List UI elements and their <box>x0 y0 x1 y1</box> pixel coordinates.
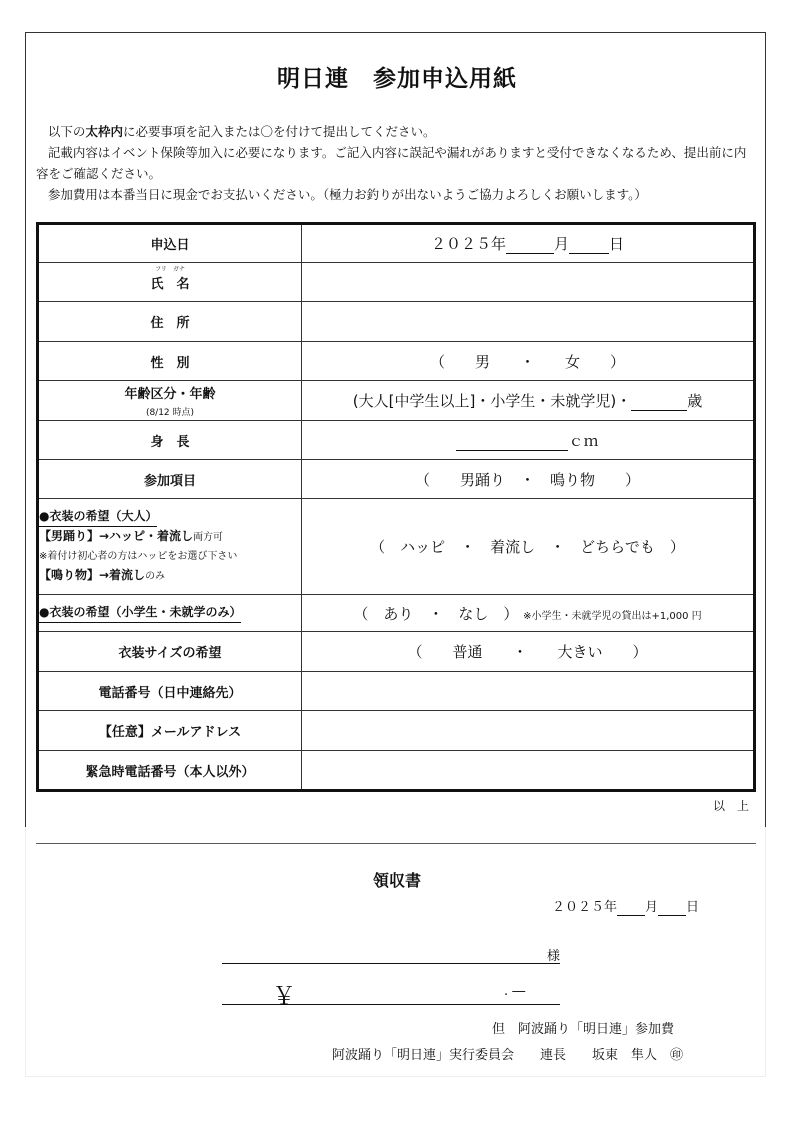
phone-label: 電話番号（日中連絡先） <box>38 672 302 711</box>
receipt-name-line[interactable] <box>222 945 560 964</box>
row-phone <box>38 672 755 711</box>
receipt-amount-tail: . ― <box>504 984 526 999</box>
date-field[interactable] <box>302 224 755 263</box>
receipt-date-month: 月 <box>645 900 659 915</box>
costume-child-note: ※小学生・未就学児の貸出は+1,000 円 <box>523 610 702 622</box>
costume-child-label <box>38 595 302 632</box>
costume-adult-men: 【男踊り】→ハッピ・着流し <box>39 529 194 543</box>
receipt-date-year: ２０２５年 <box>552 900 618 915</box>
name-ruby: フリ ガナ <box>155 265 185 273</box>
row-date <box>38 224 755 263</box>
row-costume-adult <box>38 499 755 595</box>
intro-line2: 記載内容はイベント保険等加入に必要になります。ご記入内容に誤記や漏れがありますと受付できなくなるため、提出前に内容をご確認ください。 <box>36 145 747 181</box>
item-label: 参加項目 <box>38 460 302 499</box>
receipt-date-day: 日 <box>686 900 700 915</box>
cut-line: ―――――――――――――――――――――――――――――――――――――――――――――――――――――――――――― <box>36 836 756 850</box>
receipt-title: 領収書 <box>372 871 421 890</box>
age-sub: (8/12 時点) <box>145 408 195 418</box>
name-label <box>38 263 302 302</box>
height-unit: ｃｍ <box>568 431 599 450</box>
age-unit: 歳 <box>687 392 703 410</box>
row-costume-child <box>38 595 755 632</box>
application-table <box>36 222 756 792</box>
date-year: ２０２５年 <box>430 235 506 253</box>
costume-adult-narimono: 【鳴り物】→着流し <box>39 568 146 582</box>
row-size <box>38 632 755 672</box>
intro-line1-emphasis: 太枠内 <box>85 124 123 139</box>
row-emergency <box>38 751 755 791</box>
date-day: 日 <box>609 235 625 253</box>
name-label-text: 氏 名 <box>150 276 190 292</box>
intro-text <box>36 121 756 205</box>
intro-line1-post: に必要事項を記入または〇を付けて提出してください。 <box>122 124 436 139</box>
intro-line3: 参加費用は本番当日に現金でお支払いください。（極力お釣りが出ないようご協力よろしくお願いします。） <box>47 187 647 202</box>
size-options[interactable]: （ 普通 ・ 大きい ） <box>302 632 755 672</box>
email-label: 【任意】メールアドレス <box>38 711 302 751</box>
phone-field[interactable] <box>302 672 755 711</box>
receipt-date[interactable] <box>552 896 699 916</box>
costume-child-field[interactable] <box>302 595 755 632</box>
row-email <box>38 711 755 751</box>
closing-mark: 以 上 <box>713 799 750 813</box>
name-field[interactable] <box>302 263 755 302</box>
costume-child-options: （ あり ・ なし ） <box>353 604 519 623</box>
costume-adult-heading: ●衣装の希望（大人） <box>39 507 157 527</box>
height-field[interactable] <box>302 421 755 460</box>
emergency-label: 緊急時電話番号（本人以外） <box>38 751 302 791</box>
costume-adult-options[interactable]: （ ハッピ ・ 着流し ・ どちらでも ） <box>302 499 755 595</box>
age-field[interactable] <box>302 381 755 421</box>
costume-adult-men-note: 両方可 <box>193 532 224 543</box>
row-address <box>38 302 755 342</box>
date-label: 申込日 <box>38 224 302 263</box>
costume-adult-note2: ※着付け初心者の方はハッピをお選び下さい <box>39 551 238 562</box>
address-label: 住 所 <box>38 302 302 342</box>
receipt-issuer: 阿波踊り「明日連」実行委員会 連長 坂東 隼人 ㊞ <box>332 1048 684 1063</box>
costume-child-label-text: ●衣装の希望（小学生・未就学のみ） <box>39 603 241 623</box>
gender-label: 性 別 <box>38 342 302 381</box>
row-name <box>38 263 755 302</box>
yen-icon: ￥ <box>272 982 296 1010</box>
row-item <box>38 460 755 499</box>
costume-adult-label <box>38 499 302 595</box>
row-gender <box>38 342 755 381</box>
costume-adult-narimono-note: のみ <box>145 571 166 582</box>
height-label: 身 長 <box>38 421 302 460</box>
row-height <box>38 421 755 460</box>
intro-line1-pre: 以下の <box>47 124 86 139</box>
email-field[interactable] <box>302 711 755 751</box>
row-age <box>38 381 755 421</box>
address-field[interactable] <box>302 302 755 342</box>
item-options[interactable]: （ 男踊り ・ 鳴り物 ） <box>302 460 755 499</box>
page-title: 明日連 参加申込用紙 <box>277 66 517 92</box>
gender-options[interactable]: （ 男 ・ 女 ） <box>302 342 755 381</box>
receipt-amount-line[interactable] <box>222 980 560 1010</box>
age-label <box>38 381 302 421</box>
emergency-field[interactable] <box>302 751 755 791</box>
receipt-purpose: 但 阿波踊り「明日連」参加費 <box>492 1022 675 1037</box>
date-month: 月 <box>553 235 569 253</box>
receipt-sama: 様 <box>546 949 560 964</box>
age-label-text: 年齢区分・年齢 <box>124 387 216 402</box>
age-options: (大人[中学生以上]・小学生・未就学児)・ <box>352 392 632 410</box>
size-label: 衣装サイズの希望 <box>38 632 302 672</box>
